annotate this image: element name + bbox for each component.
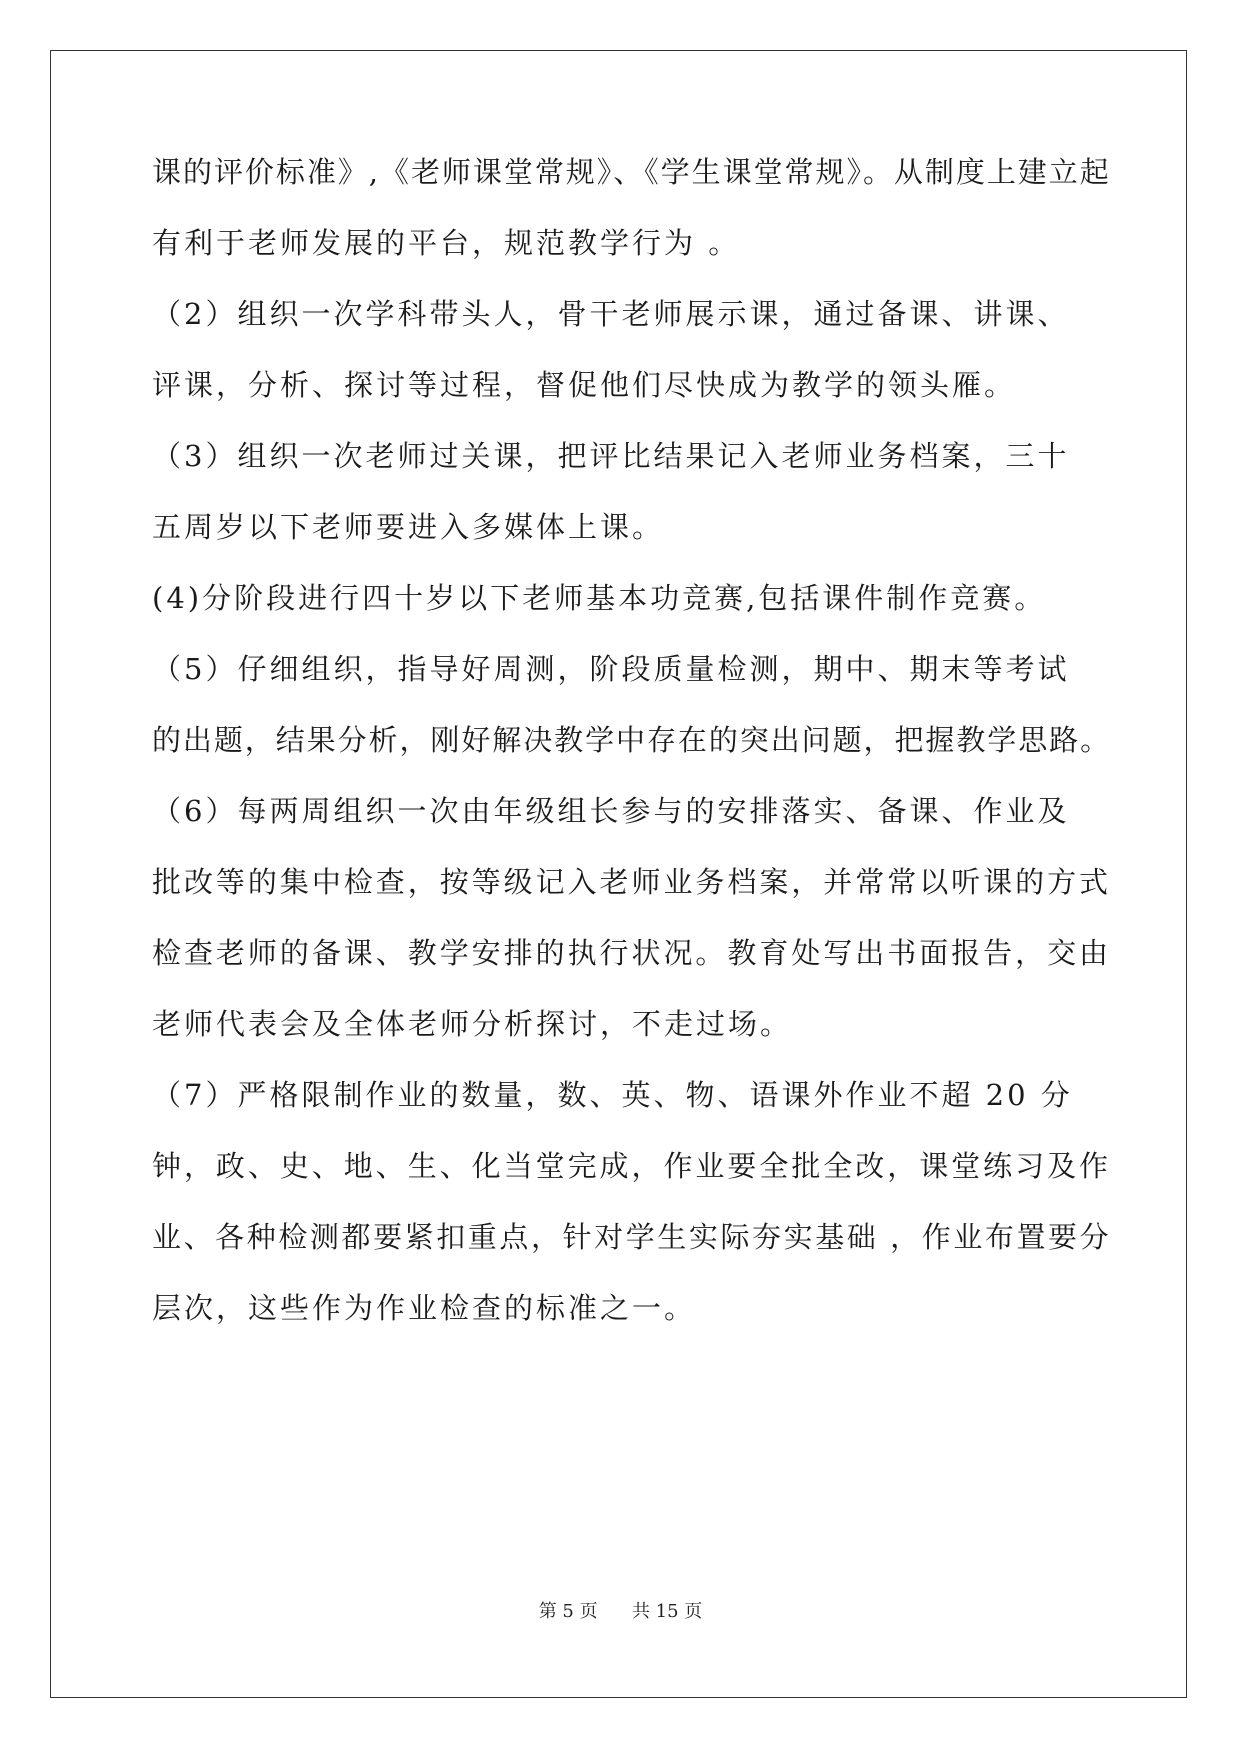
text-line: （2）组织一次学科带头人，骨干老师展示课，通过备课、讲课、 — [152, 297, 1070, 331]
text-line: （7）严格限制作业的数量，数、英、物、语课外作业不超 20 分 — [152, 1078, 1073, 1112]
text-line: 评课，分析、探讨等过程，督促他们尽快成为教学的领头雁。 — [152, 368, 1017, 402]
text-line: （5）仔细组织，指导好周测，阶段质量检测，期中、期末等考试 — [152, 652, 1070, 686]
text-line: 业、各种检测都要紧扣重点，针对学生实际夯实基础 ，作业布置要分 — [152, 1220, 1112, 1254]
text-line: 层次，这些作为作业检查的标准之一。 — [152, 1291, 697, 1325]
text-line: （6）每两周组织一次由年级组长参与的安排落实、备课、作业及 — [152, 794, 1070, 828]
page-footer — [0, 1600, 1241, 1624]
text-line: 五周岁以下老师要进入多媒体上课。 — [152, 510, 665, 544]
page-number: 第 5 页 — [538, 1601, 598, 1622]
text-line: 的出题，结果分析，刚好解决教学中存在的突出问题，把握教学思路。 — [152, 723, 1112, 757]
text-line: 老师代表会及全体老师分析探讨，不走过场。 — [152, 1007, 793, 1041]
text-line: （3）组织一次老师过关课，把评比结果记入老师业务档案，三十 — [152, 439, 1070, 473]
text-line: (4)分阶段进行四十岁以下老师基本功竞赛,包括课件制作竞赛。 — [152, 581, 1047, 615]
text-line: 课的评价标准》,《老师课堂常规》、《学生课堂常规》。从制度上建立起 — [152, 155, 1111, 189]
text-line: 钟，政、史、地、生、化当堂完成，作业要全批全改，课堂练习及作 — [152, 1149, 1112, 1183]
text-line: 有利于老师发展的平台，规范教学行为 。 — [152, 226, 741, 260]
page-total: 共 15 页 — [631, 1601, 703, 1622]
text-line: 批改等的集中检查，按等级记入老师业务档案，并常常以听课的方式 — [152, 865, 1112, 899]
text-line: 检查老师的备课、教学安排的执行状况。教育处写出书面报告，交由 — [152, 936, 1112, 970]
